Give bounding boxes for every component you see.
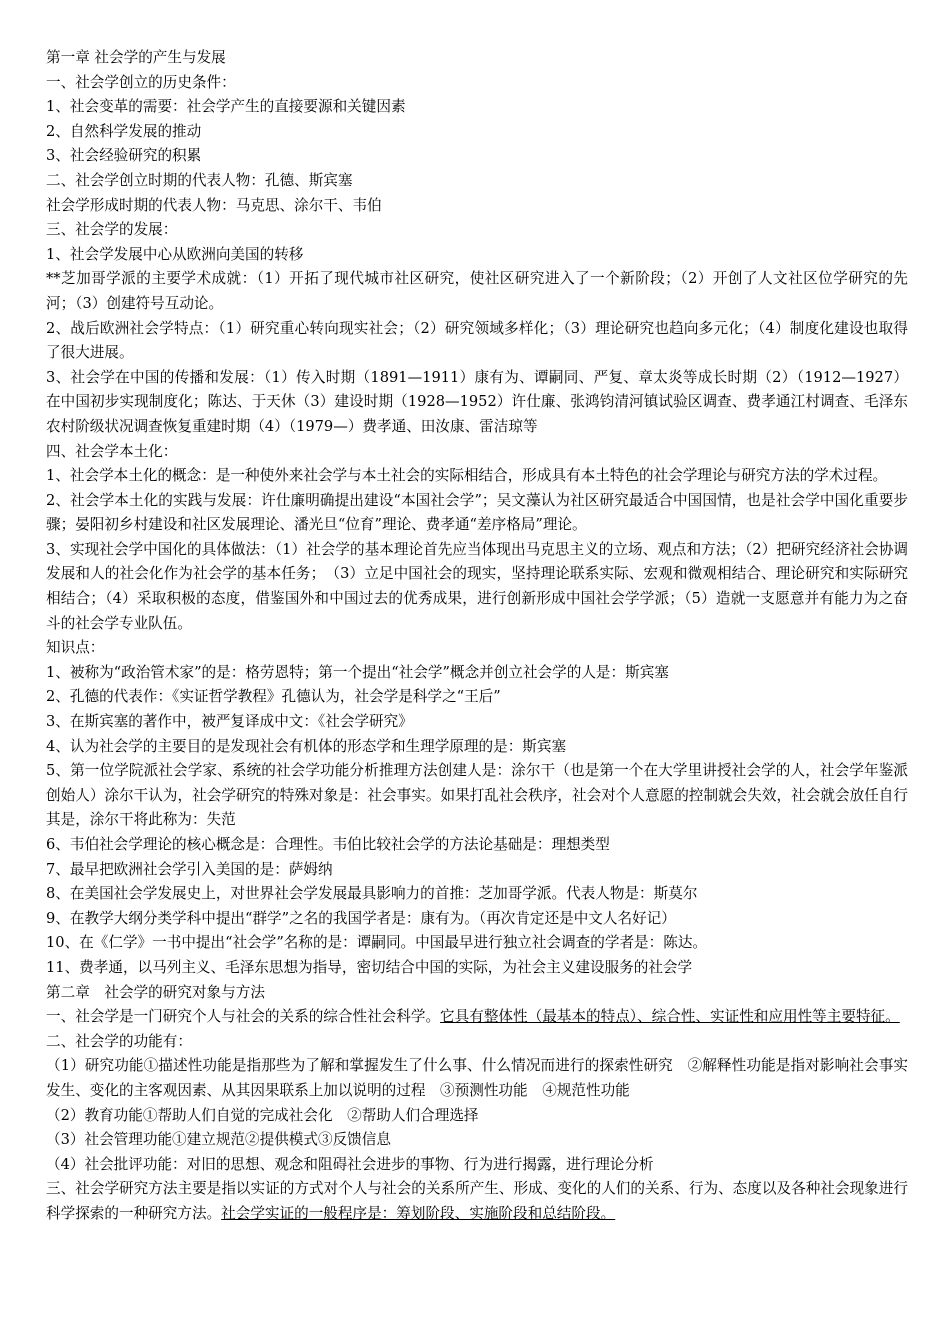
paragraph-text: 一、社会学是一门研究个人与社会的关系的综合性社会科学。 bbox=[46, 1008, 441, 1026]
text-line: 6、韦伯社会学理论的核心概念是：合理性。韦伯比较社会学的方法论基础是：理想类型 bbox=[46, 836, 610, 853]
text-line: （4）社会批评功能：对旧的思想、观念和阻碍社会进步的事物、行为进行揭露，进行理论分析 bbox=[46, 1155, 654, 1173]
text-line: 11、费孝通，以马列主义、毛泽东思想为指导，密切结合中国的实际，为社会主义建设服务的社会学 bbox=[46, 958, 693, 976]
section-heading: 三、社会学的发展： bbox=[46, 221, 178, 239]
underlined-text: 它具有整体性（最基本的特点）、综合性、实证性和应用性等主要特征。 bbox=[440, 1008, 900, 1026]
text-line: （3）社会管理功能①建立规范②提供模式③反馈信息 bbox=[46, 1131, 391, 1149]
text-line: 1、社会学发展中心从欧洲向美国的转移 bbox=[46, 245, 304, 263]
section-heading: 二、社会学创立时期的代表人物：孔德、斯宾塞 bbox=[46, 171, 353, 189]
paragraph: 2、社会学本土化的实践与发展：许仕廉明确提出建设“本国社会学”；吴文藻认为社区研究最适合中国国情，也是社会学中国化重要步骤；晏阳初乡村建设和社区发展理论、潘光旦“位育”理论、费孝通“差序格局”理论。 bbox=[46, 491, 908, 534]
paragraph bbox=[46, 1177, 908, 1226]
paragraph-text: 三、社会学研究方法主要是指以实证的方式对个人与社会的关系所产生、形成、变化的人们的关系、行为、态度以及各种社会现象进行科学探索的一种研究方法。 bbox=[46, 1180, 908, 1222]
text-line: 10、在《仁学》一书中提出“社会学”名称的是：谭嗣同。中国最早进行独立社会调查的学者是：陈达。 bbox=[46, 934, 708, 952]
text-line: 1、社会变革的需要：社会学产生的直接要源和关键因素 bbox=[46, 98, 406, 116]
paragraph: 2、战后欧洲社会学特点：（1）研究重心转向现实社会；（2）研究领域多样化；（3）理论研究也趋向多元化；（4）制度化建设也取得了很大进展。 bbox=[46, 319, 908, 362]
paragraph: **芝加哥学派的主要学术成就：（1）开拓了现代城市社区研究，使社区研究进入了一个新阶段；（2）开创了人文社区位学研究的先河；（3）创建符号互动论。 bbox=[46, 270, 908, 312]
chapter-2-title: 第二章 社会学的研究对象与方法 bbox=[46, 983, 265, 1001]
text-line: 3、社会经验研究的积累 bbox=[46, 147, 202, 165]
text-line: 1、被称为“政治管术家”的是：格劳恩特；第一个提出“社会学”概念并创立社会学的人是：斯宾塞 bbox=[46, 663, 669, 681]
section-heading: 一、社会学创立的历史条件： bbox=[46, 73, 236, 91]
paragraph: 3、社会学在中国的传播和发展：（1）传入时期（1891—1911）康有为、谭嗣同、严复、章太炎等成长时期（2）（1912—1927）在中国初步实现制度化；陈达、于天休（3）建设时期（1928—1952）许仕廉、张鸿钧清河镇试验区调查、费孝通江村调查、毛泽东农村阶级状况调查恢复重建时期（4）（1979—）费孝通、田汝康、雷洁琼等 bbox=[46, 368, 908, 435]
paragraph: 3、实现社会学中国化的具体做法：（1）社会学的基本理论首先应当体现出马克思主义的立场、观点和方法；（2）把研究经济社会协调发展和人的社会化作为社会学的基本任务； （3）立足中国社会的现实，坚持理论联系实际、宏观和微观相结合、理论研究和实际研究相结合；（4）采取积极的态度，借鉴国外和中国过去的优秀成果，进行创新形成中国社会学学派；（5）造就一支愿意并有能力为之奋斗的社会学专业队伍。 bbox=[46, 540, 908, 632]
chapter-1-title: 第一章 社会学的产生与发展 bbox=[46, 49, 226, 66]
paragraph: 5、第一位学院派社会学家、系统的社会学功能分析推理方法创建人是：涂尔干（也是第一个在大学里讲授社会学的人，社会学年鉴派创始人）涂尔干认为，社会学研究的特殊对象是：社会事实。如果打乱社会秩序，社会对个人意愿的控制就会失效，社会就会放任自行其是，涂尔干将此称为：失范 bbox=[46, 762, 908, 829]
text-line: 4、认为社会学的主要目的是发现社会有机体的形态学和生理学原理的是：斯宾塞 bbox=[46, 737, 567, 755]
text-line: 社会学形成时期的代表人物：马克思、涂尔干、韦伯 bbox=[46, 196, 382, 214]
text-line: 2、孔德的代表作：《实证哲学教程》孔德认为，社会学是科学之“王后” bbox=[46, 688, 501, 706]
text-line: （2）教育功能①帮助人们自觉的完成社会化 ②帮助人们合理选择 bbox=[46, 1106, 479, 1124]
underlined-text: 社会学实证的一般程序是：筹划阶段、实施阶段和总结阶段。 bbox=[221, 1204, 616, 1222]
text-line: 2、自然科学发展的推动 bbox=[46, 122, 202, 140]
text-line: 8、在美国社会学发展史上，对世界社会学发展最具影响力的首推：芝加哥学派。代表人物是：斯莫尔 bbox=[46, 885, 698, 903]
text-line: 3、在斯宾塞的著作中，被严复译成中文：《社会学研究》 bbox=[46, 713, 413, 731]
section-heading: 四、社会学本土化： bbox=[46, 442, 178, 460]
paragraph bbox=[46, 1005, 908, 1030]
text-line: 7、最早把欧洲社会学引入美国的是：萨姆纳 bbox=[46, 860, 333, 878]
text-line: 9、在教学大纲分类学科中提出“群学”之名的我国学者是：康有为。（再次肯定还是中文人名好记） bbox=[46, 909, 676, 927]
paragraph: 1、社会学本土化的概念：是一种使外来社会学与本土社会的实际相结合，形成具有本土特色的社会学理论与研究方法的学术过程。 bbox=[46, 467, 888, 485]
paragraph: （1）研究功能①描述性功能是指那些为了解和掌握发生了什么事、什么情况而进行的探索性研究 ②解释性功能是指对影响社会事实发生、变化的主客观因素、从其因果联系上加以说明的过程 ③预测性功能 ④规范性功能 bbox=[46, 1057, 908, 1099]
section-heading: 二、社会学的功能有： bbox=[46, 1032, 192, 1050]
section-heading: 知识点： bbox=[46, 639, 105, 657]
